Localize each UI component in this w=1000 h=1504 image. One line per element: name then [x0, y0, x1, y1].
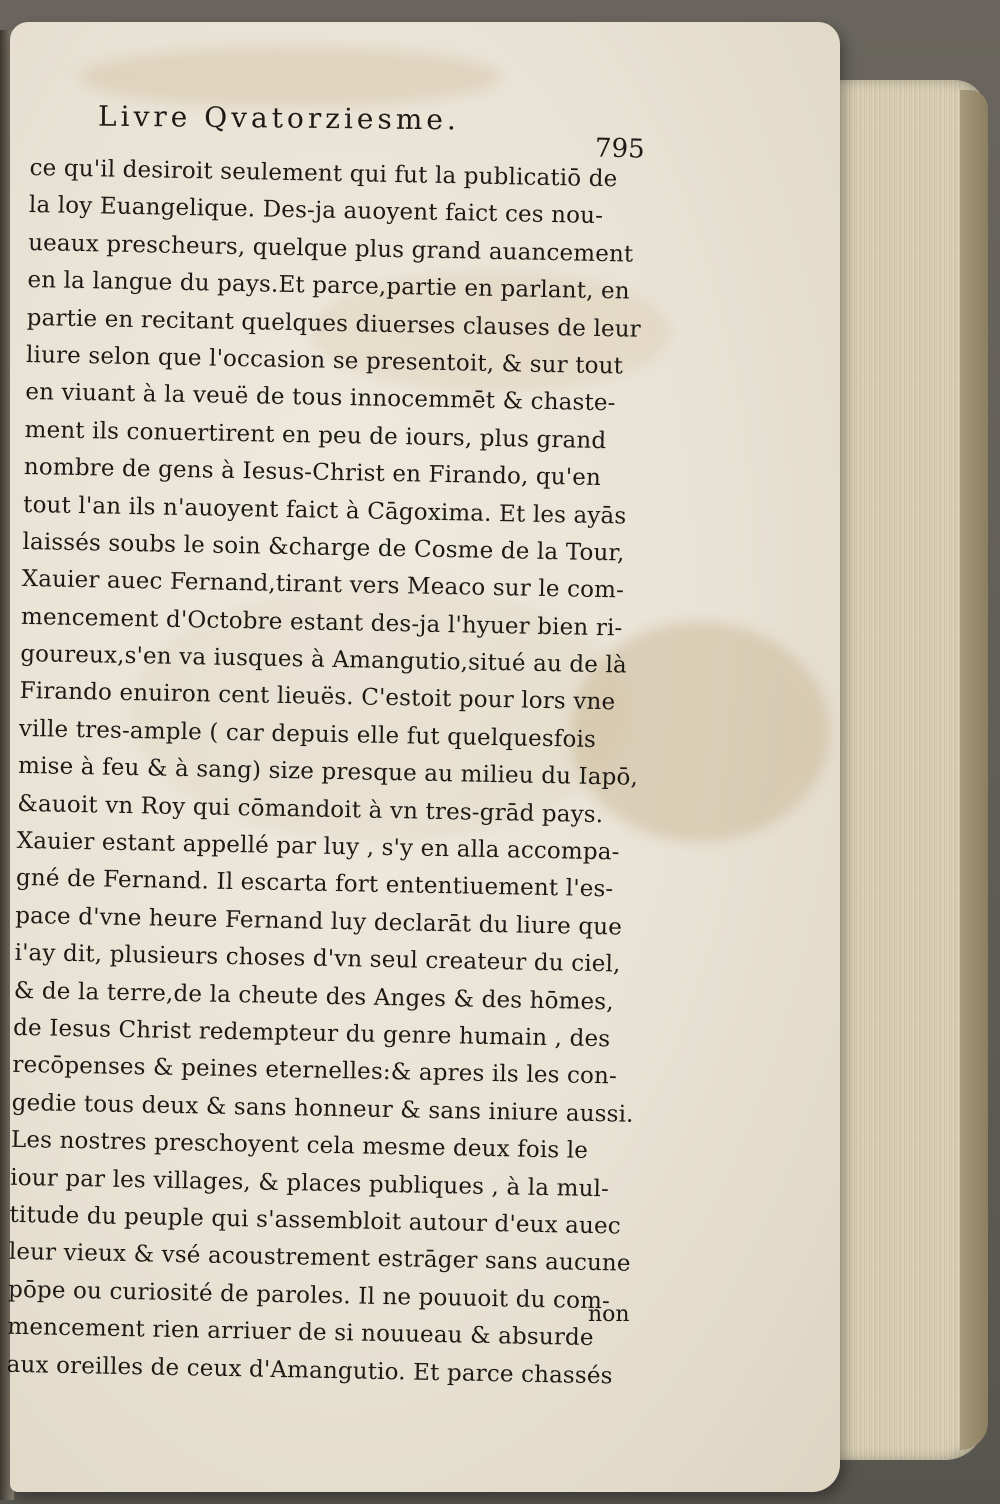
- text-line: leur vieux & vsé acoustrement estrāger sans aucune: [8, 1239, 631, 1278]
- text-block: [6, 150, 670, 1396]
- book-page: [6, 22, 840, 1492]
- text-line: mise à feu & à sang) size presque au milieu du Iapō,: [17, 753, 639, 792]
- text-line: laissés soubs le soin &charge de Cosme de la Tour,: [22, 528, 625, 567]
- text-line: Les nostres preschoyent cela mesme deux fois le: [10, 1126, 589, 1165]
- text-line: gné de Fernand. Il escarta fort ententiuement l'es-: [15, 865, 614, 903]
- text-line: ce qu'il desiroit seulement qui fut la publicatiō de: [29, 154, 618, 193]
- text-line: iour par les villages, & places publiques , à la mul-: [10, 1164, 610, 1202]
- text-line: aux oreilles de ceux d'Amangutio. Et parce chassés: [6, 1351, 613, 1389]
- text-line: tout l'an ils n'auoyent faict à Cāgoxima. Et les ayās: [22, 491, 627, 530]
- text-line: pōpe ou curiosité de paroles. Il ne pouuoit du com-: [7, 1276, 611, 1315]
- text-line: & de la terre,de la cheute des Anges & des hōmes,: [13, 977, 614, 1015]
- text-line: ment ils conuertirent en peu de iours, plus grand: [24, 416, 607, 454]
- water-stain: [80, 47, 500, 107]
- text-line: &auoit vn Roy qui cōmandoit à vn tres-grād pays.: [17, 790, 604, 828]
- text-line: goureux,s'en va iusques à Amangutio,situé au de là: [20, 640, 628, 679]
- text-line: liure selon que l'occasion se presentoit, & sur tout: [25, 341, 624, 380]
- running-title: Livre Qvatorziesme.: [97, 99, 461, 137]
- text-line: partie en recitant quelques diuerses clauses de leur: [26, 304, 642, 343]
- text-line: mencement d'Octobre estant des-ja l'hyuer bien ri-: [20, 603, 623, 642]
- text-line: Xauier auec Fernand,tirant vers Meaco sur le com-: [21, 566, 625, 604]
- text-line: en la langue du pays.Et parce,partie en parlant, en: [27, 267, 630, 305]
- text-line: ville tres-ample ( car depuis elle fut quelquesfois: [18, 715, 597, 753]
- text-line: Firando enuiron cent lieuës. C'estoit pour lors vne: [19, 678, 616, 716]
- page-number: 795: [594, 133, 646, 165]
- text-line: mencement rien arriuer de si nouueau & absurde: [7, 1313, 594, 1352]
- text-line: gedie tous deux & sans honneur & sans iniure aussi.: [11, 1089, 634, 1128]
- text-line: nombre de gens à Iesus-Christ en Firando, qu'en: [23, 454, 602, 492]
- catchword: non: [588, 1302, 630, 1327]
- text-line: recōpenses & peines eternelles:& apres ils les con-: [12, 1052, 618, 1090]
- text-line: ueaux prescheurs, quelque plus grand auancement: [27, 229, 634, 268]
- text-line: titude du peuple qui s'assembloit autour d'eux auec: [9, 1201, 622, 1240]
- text-line: i'ay dit, plusieurs choses d'vn seul createur du ciel,: [14, 940, 621, 978]
- text-line: en viuant à la veuë de tous innocemmēt & chaste-: [25, 379, 616, 417]
- text-line: de Iesus Christ redempteur du genre humain , des: [12, 1014, 611, 1053]
- fore-edge: [960, 90, 988, 1450]
- text-line: Xauier estant appellé par luy , s'y en alla accompa-: [16, 827, 620, 866]
- text-line: pace d'vne heure Fernand luy declarāt du liure que: [15, 902, 623, 941]
- text-line: la loy Euangelique. Des-ja auoyent faict ces nou-: [28, 192, 604, 230]
